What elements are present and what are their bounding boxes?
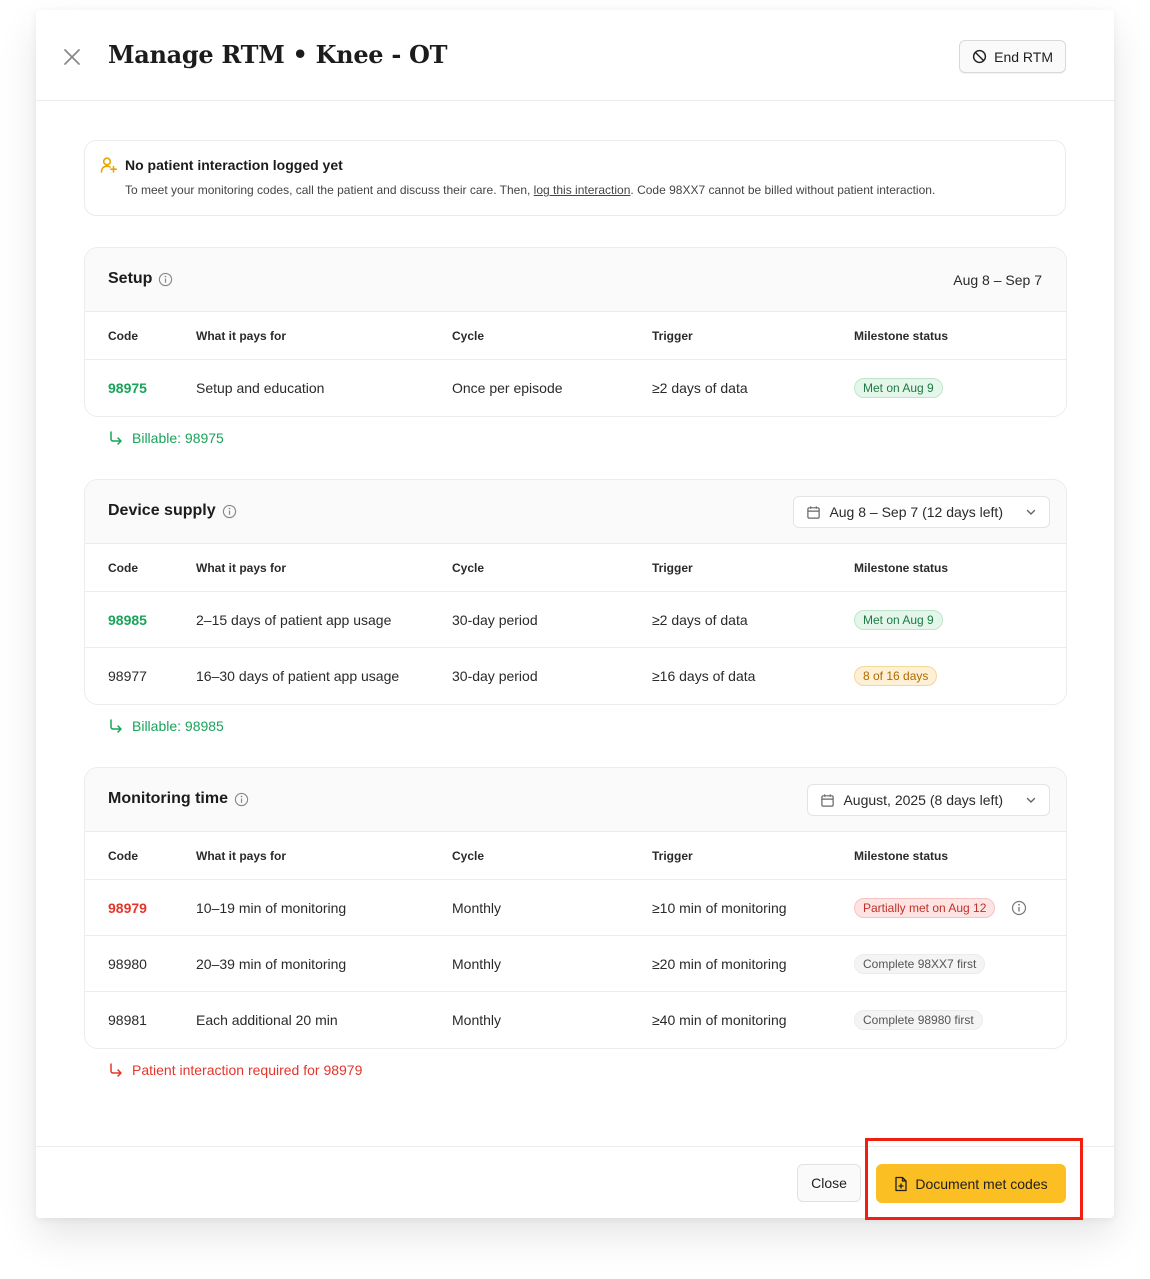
code-cell: 98975	[108, 380, 147, 396]
monitoring-period-value: August, 2025 (8 days left)	[843, 792, 1003, 808]
close-button[interactable]: Close	[797, 1164, 861, 1202]
page-title: Manage RTM • Knee - OT	[108, 40, 448, 69]
code-cell: 98980	[108, 955, 147, 972]
cycle-cell: Monthly	[452, 1012, 502, 1028]
column-header-pays: What it pays for	[196, 560, 287, 575]
code-cell: 98979	[108, 899, 147, 916]
table-row	[85, 992, 1066, 1048]
column-header-status: Milestone status	[854, 560, 949, 575]
modal-header	[36, 10, 1114, 101]
status-badge: Complete 98XX7 first	[854, 954, 985, 974]
setup-date-range: Aug 8 – Sep 7	[953, 272, 1042, 288]
cycle-cell: Once per episode	[452, 380, 563, 396]
column-header-cycle: Cycle	[452, 848, 485, 863]
column-header-trigger: Trigger	[652, 848, 693, 863]
trigger-cell: ≥2 days of data	[652, 380, 748, 396]
device-title	[108, 502, 237, 520]
status-badge: Partially met on Aug 12	[854, 898, 995, 918]
calendar-icon	[820, 793, 835, 808]
highlight-box	[865, 1138, 1083, 1220]
table-row	[85, 880, 1066, 936]
cycle-cell: Monthly	[452, 955, 502, 972]
column-header-code: Code	[108, 848, 138, 863]
trigger-cell: ≥40 min of monitoring	[652, 1012, 787, 1028]
status-badge: Met on Aug 9	[854, 610, 943, 630]
pays-cell: Each additional 20 min	[196, 1012, 338, 1028]
monitoring-title	[108, 790, 249, 808]
trigger-cell: ≥16 days of data	[652, 668, 756, 684]
chevron-down-icon	[1025, 794, 1037, 806]
pays-cell: 16–30 days of patient app usage	[196, 668, 400, 684]
code-cell: 98977	[108, 668, 147, 684]
trigger-cell: ≥20 min of monitoring	[652, 955, 787, 972]
close-icon[interactable]	[62, 47, 82, 67]
info-icon[interactable]	[158, 272, 173, 287]
monitoring-card-header	[85, 768, 1066, 832]
info-icon[interactable]	[222, 504, 237, 519]
end-rtm-button[interactable]	[959, 40, 1066, 73]
table-header-row	[85, 312, 1066, 360]
alert-text-after: . Code 98XX7 cannot be billed without patient interaction.	[630, 183, 936, 197]
monitoring-title-text: Monitoring time	[108, 790, 228, 807]
setup-card	[84, 247, 1067, 417]
pays-cell: 2–15 days of patient app usage	[196, 611, 392, 628]
arrow-return-icon	[108, 718, 124, 734]
alert-title: No patient interaction logged yet	[125, 157, 343, 173]
alert-body	[125, 183, 935, 197]
calendar-icon	[806, 505, 821, 520]
column-header-cycle: Cycle	[452, 560, 485, 575]
status-badge: Met on Aug 9	[854, 378, 943, 398]
trigger-cell: ≥10 min of monitoring	[652, 899, 787, 916]
arrow-return-icon	[108, 430, 124, 446]
device-card-header	[85, 480, 1066, 544]
info-icon[interactable]	[234, 792, 249, 807]
document-met-codes-label: Document met codes	[915, 1175, 1048, 1192]
interaction-required-text: Patient interaction required for 98979	[132, 1062, 363, 1078]
column-header-status: Milestone status	[854, 328, 949, 343]
setup-billable-note	[108, 430, 224, 446]
code-cell: 98981	[108, 1012, 147, 1028]
arrow-return-icon	[108, 1062, 124, 1078]
monitoring-time-card	[84, 767, 1067, 1049]
cycle-cell: Monthly	[452, 899, 502, 916]
column-header-pays: What it pays for	[196, 328, 287, 343]
column-header-status: Milestone status	[854, 848, 949, 863]
table-header-row	[85, 544, 1066, 592]
pays-cell: 10–19 min of monitoring	[196, 899, 347, 916]
monitoring-period-select[interactable]	[807, 784, 1050, 816]
table-row	[85, 936, 1066, 992]
table-row	[85, 592, 1066, 648]
column-header-trigger: Trigger	[652, 560, 693, 575]
table-row	[85, 360, 1066, 416]
status-badge: 8 of 16 days	[854, 666, 937, 686]
status-badge: Complete 98980 first	[854, 1010, 983, 1030]
device-billable-note	[108, 718, 224, 734]
table-row	[85, 648, 1066, 704]
code-cell: 98985	[108, 611, 147, 628]
device-period-value: Aug 8 – Sep 7 (12 days left)	[829, 504, 1003, 520]
column-header-pays: What it pays for	[196, 848, 287, 863]
block-icon	[972, 49, 987, 64]
table-header-row	[85, 832, 1066, 880]
device-period-select[interactable]	[793, 496, 1050, 528]
end-rtm-label: End RTM	[994, 48, 1053, 65]
device-supply-card	[84, 479, 1067, 705]
pays-cell: Setup and education	[196, 380, 325, 396]
chevron-down-icon	[1025, 506, 1037, 518]
cycle-cell: 30-day period	[452, 668, 538, 684]
interaction-required-note	[108, 1062, 362, 1078]
info-icon[interactable]	[1011, 900, 1027, 916]
cycle-cell: 30-day period	[452, 611, 538, 628]
user-add-icon	[100, 156, 118, 174]
setup-title	[108, 270, 173, 288]
column-header-cycle: Cycle	[452, 328, 485, 343]
setup-billable-text: Billable: 98975	[132, 430, 224, 446]
setup-card-header	[85, 248, 1066, 312]
pays-cell: 20–39 min of monitoring	[196, 955, 347, 972]
column-header-code: Code	[108, 328, 138, 343]
device-title-text: Device supply	[108, 502, 216, 519]
setup-title-text: Setup	[108, 270, 153, 287]
manage-rtm-modal	[36, 10, 1114, 1218]
device-billable-text: Billable: 98985	[132, 718, 224, 734]
patient-interaction-alert	[84, 140, 1066, 216]
trigger-cell: ≥2 days of data	[652, 611, 748, 628]
log-interaction-link[interactable]: log this interaction	[533, 183, 631, 197]
column-header-trigger: Trigger	[652, 328, 693, 343]
column-header-code: Code	[108, 560, 138, 575]
alert-text-before: To meet your monitoring codes, call the patient and discuss their care. Then,	[125, 183, 534, 197]
